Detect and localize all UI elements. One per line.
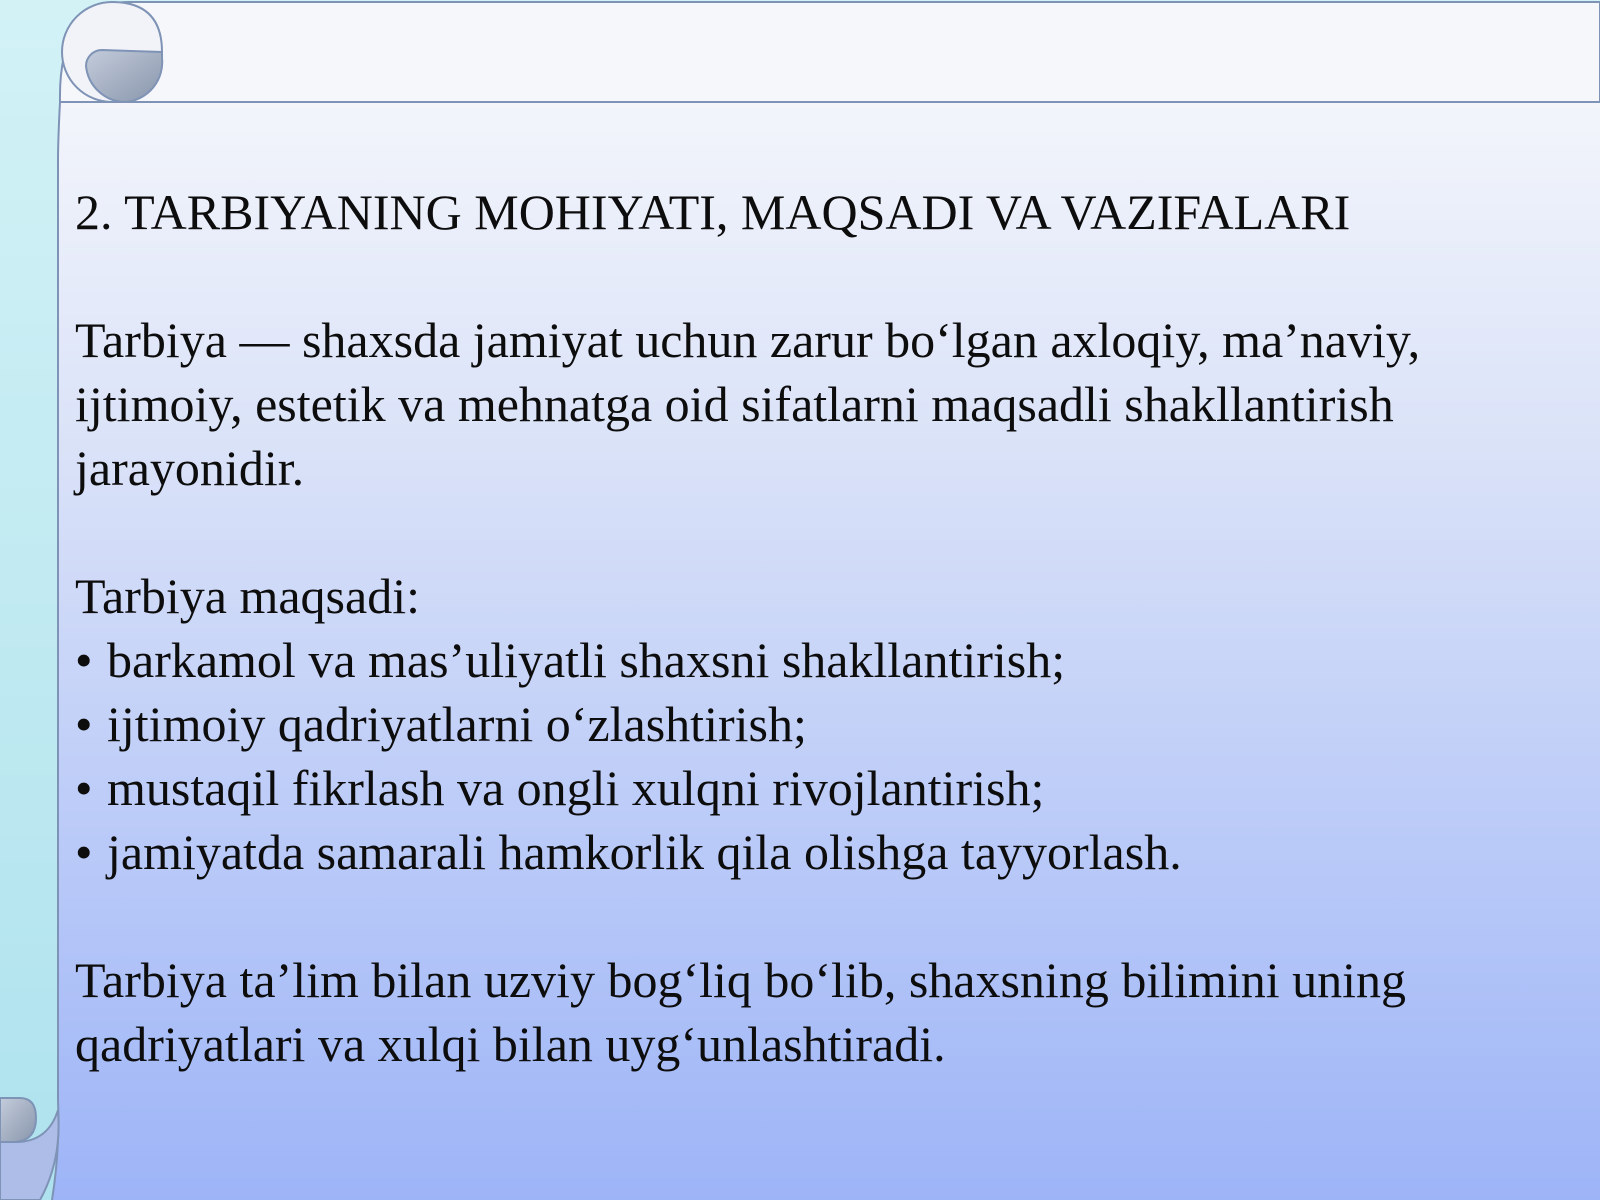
goals-list xyxy=(75,628,1575,884)
list-item-text: barkamol va mas’uliyatli shaxsni shakllantirish; xyxy=(107,632,1066,688)
bullet-icon: • xyxy=(75,632,93,688)
scroll-top-band xyxy=(60,2,1600,102)
list-item xyxy=(75,756,1575,820)
list-item-text: ijtimoiy qadriyatlarni o‘zlashtirish; xyxy=(107,696,807,752)
bullet-icon: • xyxy=(75,696,93,752)
spacer xyxy=(75,244,1575,308)
bullet-icon: • xyxy=(75,760,93,816)
bullet-icon: • xyxy=(75,824,93,880)
list-item xyxy=(75,820,1575,884)
scroll-left-edge xyxy=(52,102,60,1200)
definition-text: Tarbiya — shaxsda jamiyat uchun zarur bo‘lgan axloqiy, ma’naviy, ijtimoiy, estetik va mehnatga oid sifatlarni maqsadli shakllantirish jarayonidir. xyxy=(75,312,1421,496)
slide-content xyxy=(75,180,1575,1076)
scroll-bottom-curl xyxy=(0,1098,36,1142)
list-item-text: mustaqil fikrlash va ongli xulqni rivojlantirish; xyxy=(107,760,1045,816)
goals-heading: Tarbiya maqsadi: xyxy=(75,568,420,624)
list-item-text: jamiyatda samarali hamkorlik qila olishga tayyorlash. xyxy=(107,824,1182,880)
list-item xyxy=(75,628,1575,692)
spacer xyxy=(75,500,1575,564)
slide-title: 2. TARBIYANING MOHIYATI, MAQSADI VA VAZIFALARI xyxy=(75,184,1351,240)
list-item xyxy=(75,692,1575,756)
spacer xyxy=(75,884,1575,948)
conclusion-text: Tarbiya ta’lim bilan uzviy bog‘liq bo‘lib, shaxsning bilimini uning qadriyatlari va xulqi bilan uyg‘unlashtiradi. xyxy=(75,952,1407,1072)
